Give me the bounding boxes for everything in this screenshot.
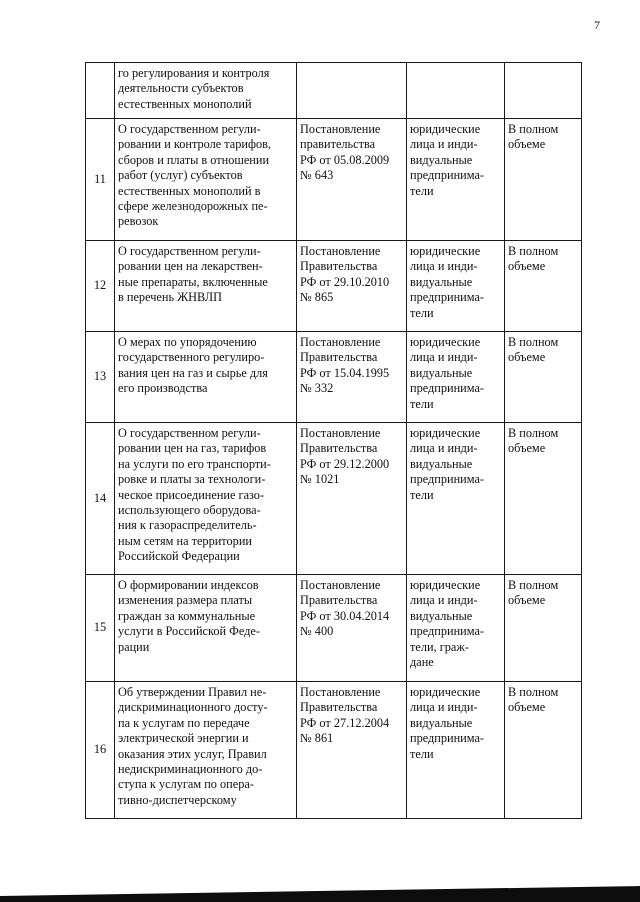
act-subjects: юридические лица и инди- видуальные предпринима- тели (407, 423, 505, 575)
act-title: Об утверждении Правил не- дискриминационного досту- па к услугам по передаче электрической энергии и оказания этих услуг, Правил недискриминационного до- ступа к услугам по опера- тивно-диспетчерскому (115, 682, 297, 819)
act-subjects (407, 63, 505, 119)
act-title: О государственном регули- ровании цен на лекарствен- ные препараты, включенные в перечень ЖНВЛП (115, 241, 297, 332)
table-row (86, 332, 582, 423)
act-scope: В полном объеме (505, 119, 582, 241)
act-subjects: юридические лица и инди- видуальные предпринима- тели, граж- дане (407, 575, 505, 682)
act-document (297, 63, 407, 119)
row-number: 16 (86, 682, 115, 819)
row-number (86, 63, 115, 119)
act-document: Постановление Правительства РФ от 29.10.2010 № 865 (297, 241, 407, 332)
row-number: 11 (86, 119, 115, 241)
act-scope: В полном объеме (505, 423, 582, 575)
page-number: 7 (594, 18, 600, 32)
table-row (86, 682, 582, 819)
act-document: Постановление Правительства РФ от 15.04.1995 № 332 (297, 332, 407, 423)
act-title: О государственном регули- ровании и контроле тарифов, сборов и платы в отношении работ (услуг) субъектов естественных монополий в сфере железнодорожных пе- ревозок (115, 119, 297, 241)
regulation-table (85, 62, 582, 819)
act-scope: В полном объеме (505, 332, 582, 423)
table-row (86, 63, 582, 119)
act-title: О мерах по упорядочению государственного регулиро- вания цен на газ и сырье для его производства (115, 332, 297, 423)
act-subjects: юридические лица и инди- видуальные предпринима- тели (407, 119, 505, 241)
row-number: 14 (86, 423, 115, 575)
act-scope (505, 63, 582, 119)
table-row (86, 241, 582, 332)
act-document: Постановление Правительства РФ от 30.04.2014 № 400 (297, 575, 407, 682)
table-row (86, 423, 582, 575)
table-row (86, 575, 582, 682)
act-subjects: юридические лица и инди- видуальные предпринима- тели (407, 682, 505, 819)
table-row (86, 119, 582, 241)
act-document: Постановление правительства РФ от 05.08.2009 № 643 (297, 119, 407, 241)
row-number: 15 (86, 575, 115, 682)
act-scope: В полном объеме (505, 682, 582, 819)
act-subjects: юридические лица и инди- видуальные предпринима- тели (407, 241, 505, 332)
act-title: О формировании индексов изменения размера платы граждан за коммунальные услуги в Российской Феде- рации (115, 575, 297, 682)
act-scope: В полном объеме (505, 575, 582, 682)
act-title: О государственном регули- ровании цен на газ, тарифов на услуги по его транспорти- ровке и платы за технологи- ческое присоединение газо- использующего оборудова- ния к газораспределитель- ным сетям на территории Российской Федерации (115, 423, 297, 575)
act-scope: В полном объеме (505, 241, 582, 332)
scan-edge-bar (0, 882, 640, 902)
act-title: го регулирования и контроля деятельности субъектов естественных монополий (115, 63, 297, 119)
row-number: 12 (86, 241, 115, 332)
act-subjects: юридические лица и инди- видуальные предпринима- тели (407, 332, 505, 423)
row-number: 13 (86, 332, 115, 423)
act-document: Постановление Правительства РФ от 27.12.2004 № 861 (297, 682, 407, 819)
act-document: Постановление Правительства РФ от 29.12.2000 № 1021 (297, 423, 407, 575)
